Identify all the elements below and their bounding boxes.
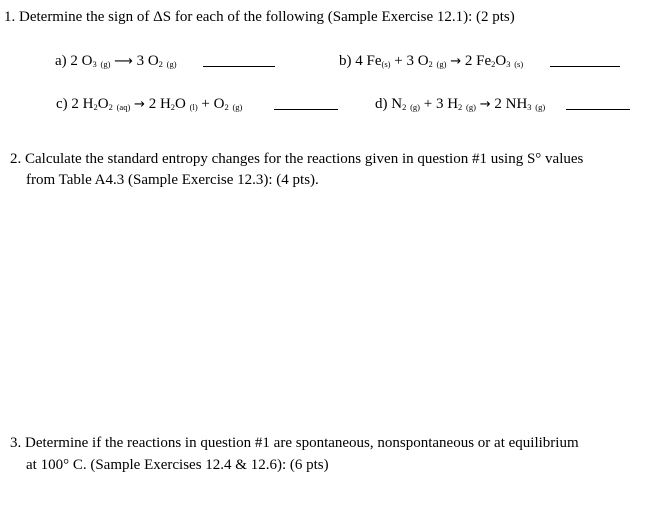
reaction-b-sub2: 2: [491, 59, 496, 69]
reaction-b-plus: + 3 O: [394, 53, 429, 69]
reaction-d-plus: + 3 H: [423, 96, 459, 112]
reaction-c-arrow: →: [134, 97, 145, 112]
reaction-a-state2: (g): [166, 59, 177, 69]
reaction-b: [339, 52, 523, 73]
reaction-d-state3: (g): [535, 102, 546, 112]
answer-blank-d[interactable]: [566, 109, 630, 110]
reaction-c-sub1: 2: [93, 102, 98, 112]
question-1-text: 1. Determine the sign of ΔS for each of the following (Sample Exercise 12.1): (2 pts): [4, 9, 515, 25]
reaction-a-sub1: 3: [92, 59, 97, 69]
answer-blank-c[interactable]: [274, 109, 338, 110]
reaction-d: [375, 95, 545, 116]
reaction-c-sub2: 2: [108, 102, 113, 112]
answer-blank-b[interactable]: [550, 66, 620, 67]
reaction-c-sub4: 2: [224, 102, 229, 112]
question-3-line-1: 3. Determine if the reactions in question #1 are spontaneous, nonspontaneous or at equilibrium: [10, 435, 579, 451]
reaction-b-arrow: →: [450, 54, 462, 69]
reaction-a-product: 3 O: [136, 53, 159, 69]
reaction-a-arrow: ⟶: [114, 54, 133, 69]
reaction-d-sub1: 2: [402, 102, 407, 112]
reaction-a: [55, 52, 177, 73]
reaction-b-oxygen: O: [495, 53, 507, 69]
reaction-c-oxygen1: O: [97, 96, 109, 112]
reaction-b-sub1: 2: [428, 59, 433, 69]
reaction-d-label: d) N: [375, 96, 403, 112]
reaction-d-sub3: 3: [527, 102, 532, 112]
reaction-c-state1: (aq): [116, 102, 131, 112]
reaction-d-state1: (g): [410, 102, 420, 112]
reaction-c-sub3: 2: [170, 102, 176, 112]
reaction-a-sub2: 2: [158, 59, 163, 69]
reaction-d-state2: (g): [466, 102, 476, 112]
reaction-c: [56, 95, 242, 116]
answer-blank-a[interactable]: [203, 66, 275, 67]
reaction-d-product: 2 NH: [494, 96, 528, 112]
question-3-line-2: at 100° C. (Sample Exercises 12.4 & 12.6): (6 pts): [26, 457, 329, 473]
reaction-b-state2: (g): [436, 59, 447, 69]
reaction-c-product: 2 H: [148, 96, 171, 112]
reaction-b-label: b) 4 Fe: [339, 53, 382, 69]
question-2-line-1: 2. Calculate the standard entropy changes for the reactions given in question #1 using S° values: [10, 151, 584, 167]
reaction-b-state1: (s): [381, 59, 391, 69]
reaction-c-oxygen2: O: [175, 96, 186, 112]
reaction-c-plus: + O: [201, 96, 225, 112]
reaction-b-product: 2 Fe: [464, 53, 492, 69]
reaction-d-sub2: 2: [458, 102, 463, 112]
reaction-c-state2: (l): [189, 102, 198, 112]
reaction-b-state3: (s): [514, 59, 524, 69]
reaction-c-label: c) 2 H: [56, 96, 94, 112]
question-2-line-2: from Table A4.3 (Sample Exercise 12.3): (4 pts).: [26, 172, 319, 188]
reaction-b-sub3: 3: [506, 59, 511, 69]
reaction-c-state3: (g): [232, 102, 243, 112]
reaction-d-arrow: →: [479, 97, 491, 112]
reaction-a-state1: (g): [100, 59, 111, 69]
reaction-a-label: a) 2 O: [55, 53, 93, 69]
